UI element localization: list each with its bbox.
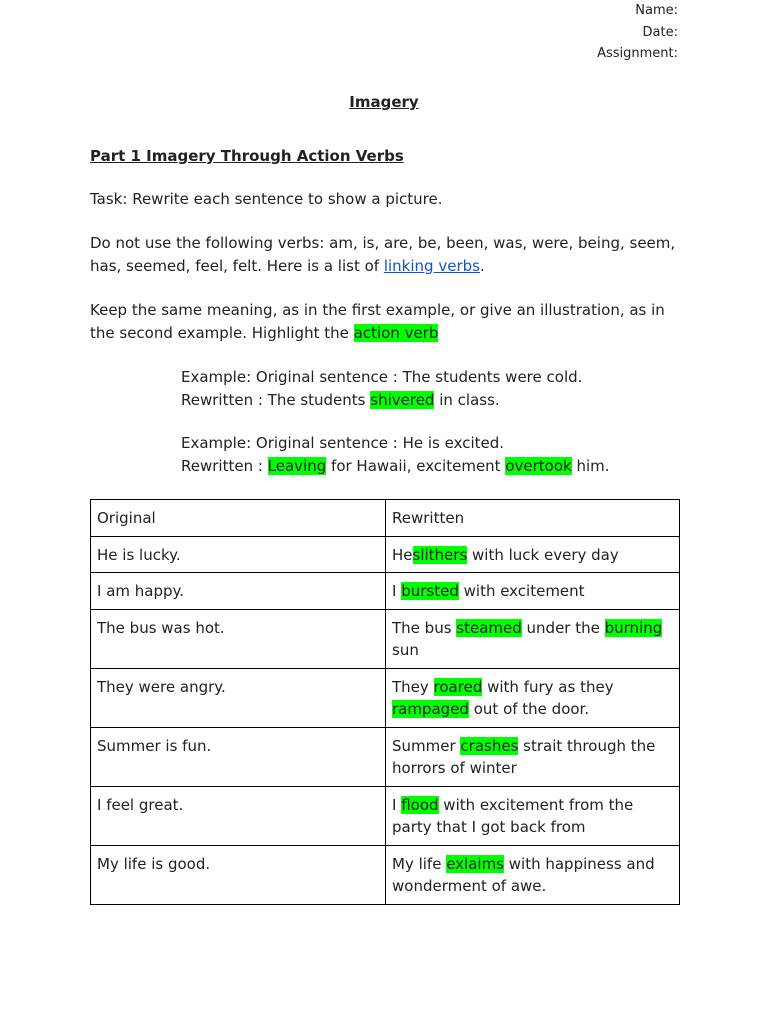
original-cell: I feel great.	[91, 786, 386, 845]
rewritten-text: The bus	[392, 618, 457, 637]
rewritten-text: He	[392, 545, 413, 564]
header-fields	[597, 0, 678, 65]
example-1-rewritten	[181, 389, 701, 412]
rewritten-text: strait through the horrors of winter	[392, 736, 656, 777]
instruction-highlight: action verb	[353, 323, 439, 342]
assignment-label: Assignment:	[597, 46, 678, 61]
rewritten-cell	[386, 668, 680, 727]
action-verb-highlight: steamed	[456, 618, 522, 637]
original-cell: The bus was hot.	[91, 609, 386, 668]
rewritten-cell	[386, 786, 680, 845]
action-verb-highlight: burning	[604, 618, 663, 637]
verbs-note-after: .	[479, 256, 485, 275]
rewritten-text: Summer	[392, 736, 461, 755]
rewritten-text: with excitement from the party that I got back from	[392, 795, 634, 836]
example-1-original: Example: Original sentence : The students were cold.	[181, 368, 583, 386]
part-title: Part 1 Imagery Through Action Verbs	[90, 147, 404, 165]
rewritten-text: I	[392, 795, 402, 814]
example-2-rewritten-pre: Rewritten :	[181, 456, 268, 475]
original-cell: They were angry.	[91, 668, 386, 727]
table-row	[91, 786, 680, 845]
rewritten-text: with luck every day	[467, 545, 619, 564]
rewritten-text: My life	[392, 854, 447, 873]
example-1-rewritten-pre: Rewritten : The students	[181, 390, 371, 409]
action-verb-highlight: exlaims	[446, 854, 504, 873]
table-row	[91, 727, 680, 786]
rewritten-cell	[386, 727, 680, 786]
sentence-table	[90, 499, 680, 905]
table-row	[91, 536, 680, 573]
table-row	[91, 668, 680, 727]
header-rewritten: Rewritten	[386, 500, 680, 537]
rewritten-text: I	[392, 582, 402, 600]
example-2-action-verb-2: overtook	[505, 456, 572, 475]
linking-verbs-link[interactable]: linking verbs	[383, 256, 480, 275]
rewritten-text: under the	[521, 618, 605, 637]
name-label: Name:	[635, 3, 678, 18]
instruction	[90, 299, 690, 344]
sentence-table-body	[91, 500, 680, 905]
example-1	[181, 366, 701, 411]
action-verb-highlight: bursted	[401, 582, 459, 600]
example-2-rewritten-post: him.	[571, 456, 610, 475]
action-verb-highlight: roared	[433, 677, 483, 696]
action-verb-highlight: slithers	[412, 545, 468, 564]
verbs-note	[90, 232, 690, 277]
example-2-original: Example: Original sentence : He is excited.	[181, 434, 505, 452]
page-title: Imagery	[349, 93, 419, 111]
original-cell: I am happy.	[91, 573, 386, 610]
rewritten-cell	[386, 845, 680, 904]
rewritten-text: with fury as they	[482, 677, 614, 696]
table-row	[91, 573, 680, 610]
rewritten-text: sun	[392, 641, 419, 659]
action-verb-highlight: rampaged	[392, 700, 469, 718]
original-cell: My life is good.	[91, 845, 386, 904]
original-cell: Summer is fun.	[91, 727, 386, 786]
header-original: Original	[91, 500, 386, 537]
rewritten-text: They	[392, 677, 434, 696]
example-2-action-verb-1: Leaving	[267, 456, 327, 475]
action-verb-highlight: crashes	[460, 736, 519, 755]
instruction-text: Keep the same meaning, as in the first example, or give an illustration, as in the second example. Highlight the	[90, 301, 665, 342]
table-row	[91, 609, 680, 668]
original-cell: He is lucky.	[91, 536, 386, 573]
rewritten-cell	[386, 573, 680, 610]
example-2-rewritten	[181, 455, 701, 478]
rewritten-cell	[386, 536, 680, 573]
example-2-rewritten-mid: for Hawaii, excitement	[326, 456, 506, 475]
verbs-note-text: Do not use the following verbs: am, is, are, be, been, was, were, being, seem, has, seemed, feel, felt. Here is a list of	[90, 234, 676, 275]
action-verb-highlight: flood	[401, 795, 439, 814]
task-text: Task: Rewrite each sentence to show a picture.	[90, 190, 443, 208]
rewritten-text: with excitement	[458, 582, 585, 600]
example-2	[181, 432, 701, 477]
rewritten-text: out of the door.	[468, 700, 590, 718]
rewritten-cell	[386, 609, 680, 668]
example-1-rewritten-post: in class.	[434, 390, 500, 409]
rewritten-text: with happiness and wonderment of awe.	[392, 854, 655, 895]
example-1-action-verb: shivered	[370, 390, 435, 409]
table-row	[91, 845, 680, 904]
date-label: Date:	[642, 24, 678, 40]
table-header-row	[91, 500, 680, 537]
